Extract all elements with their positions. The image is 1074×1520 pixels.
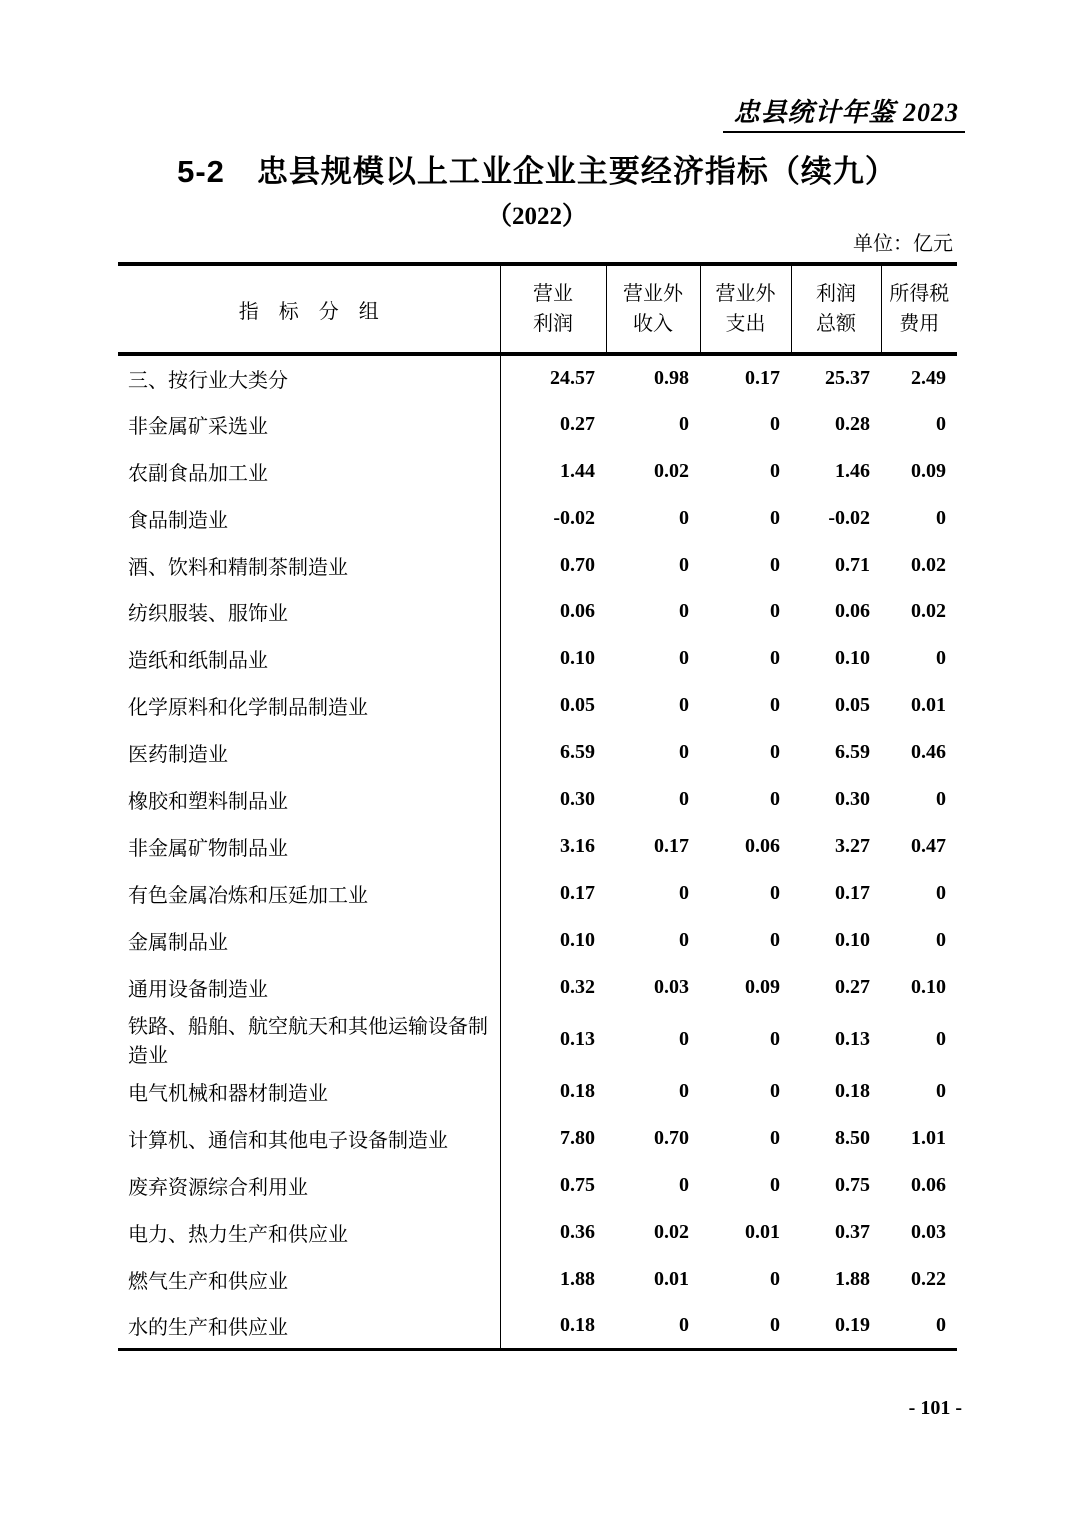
value-cell: 0 — [679, 928, 689, 951]
industry-label-cell: 非金属矿物制品业 — [118, 823, 500, 870]
industry-label-cell: 酒、饮料和精制茶制造业 — [118, 542, 500, 589]
value-cell: 0.13 — [560, 1027, 595, 1050]
column-header-line: 费用 — [899, 313, 940, 335]
value-cell: 0 — [679, 1080, 689, 1103]
value-cell: 0 — [679, 600, 689, 623]
column-header-non-operating-expense — [700, 264, 791, 354]
industry-label-cell: 农副食品加工业 — [118, 448, 500, 495]
column-header-line: 支出 — [725, 313, 766, 335]
value-cell: 0.70 — [560, 553, 595, 576]
value-cell: 0.01 — [911, 694, 946, 717]
value-cell: 0 — [936, 1027, 946, 1050]
value-cell: 0.01 — [654, 1267, 689, 1290]
industry-label-cell: 铁路、船舶、航空航天和其他运输设备制造业 — [118, 1010, 500, 1068]
industry-label-cell: 计算机、通信和其他电子设备制造业 — [118, 1115, 500, 1162]
value-cell: 0 — [770, 553, 780, 576]
column-header-line: 营业外 — [715, 283, 776, 305]
industry-label-cell: 化学原料和化学制品制造业 — [118, 682, 500, 729]
value-cell: 0 — [770, 506, 780, 529]
column-header-income-tax — [881, 264, 957, 354]
value-cell: 0.36 — [560, 1221, 595, 1244]
value-cell: 0.06 — [911, 1174, 946, 1197]
value-cell: 0 — [936, 1314, 946, 1337]
value-cell: 0 — [679, 553, 689, 576]
column-header-line: 收入 — [633, 313, 673, 335]
industry-label-cell: 造纸和纸制品业 — [118, 635, 500, 682]
page-subtitle: （2022） — [486, 203, 587, 230]
table-row — [118, 729, 957, 776]
value-cell: 24.57 — [550, 366, 595, 389]
value-cell: 0.30 — [835, 787, 870, 810]
value-cell: 0 — [679, 412, 689, 435]
value-cell: 0.30 — [560, 787, 595, 810]
value-cell: 3.27 — [835, 834, 870, 857]
value-cell: 0 — [679, 881, 689, 904]
value-cell: 0 — [936, 506, 946, 529]
table-row — [118, 495, 957, 542]
value-cell: -0.02 — [828, 506, 870, 529]
value-cell: 0.13 — [835, 1027, 870, 1050]
value-cell: 0.98 — [654, 366, 689, 389]
industry-label-cell: 金属制品业 — [118, 917, 500, 964]
value-cell: 0 — [936, 928, 946, 951]
value-cell: 1.88 — [560, 1267, 595, 1290]
value-cell: 1.46 — [835, 459, 870, 482]
table-header-row — [118, 264, 957, 354]
table-row — [118, 1115, 957, 1162]
value-cell: 7.80 — [560, 1127, 595, 1150]
value-cell: 0 — [679, 741, 689, 764]
value-cell: 0 — [936, 647, 946, 670]
table-body — [118, 354, 957, 1350]
value-cell: 2.49 — [911, 366, 946, 389]
industry-label-cell: 电气机械和器材制造业 — [118, 1068, 500, 1115]
industry-label-cell: 通用设备制造业 — [118, 964, 500, 1011]
value-cell: 25.37 — [825, 366, 870, 389]
value-cell: 0.28 — [835, 412, 870, 435]
value-cell: 1.88 — [835, 1267, 870, 1290]
industry-label-cell: 电力、热力生产和供应业 — [118, 1209, 500, 1256]
table-row — [118, 917, 957, 964]
industry-label-cell: 三、按行业大类分 — [118, 354, 500, 401]
value-cell: -0.02 — [553, 506, 595, 529]
value-cell: 0 — [770, 412, 780, 435]
column-header-indicator-group: 指 标 分 组 — [118, 264, 500, 354]
table-row — [118, 1256, 957, 1303]
column-header-operating-profit — [500, 264, 606, 354]
table-row — [118, 823, 957, 870]
value-cell: 0.03 — [654, 975, 689, 998]
industry-label-cell: 医药制造业 — [118, 729, 500, 776]
value-cell: 1.44 — [560, 459, 595, 482]
value-cell: 0.27 — [835, 975, 870, 998]
table-row — [118, 776, 957, 823]
value-cell: 0 — [770, 459, 780, 482]
value-cell: 0.46 — [911, 741, 946, 764]
value-cell: 0.71 — [835, 553, 870, 576]
value-cell: 0.09 — [911, 459, 946, 482]
industry-label-cell: 食品制造业 — [118, 495, 500, 542]
column-header-line: 营业外 — [623, 283, 683, 305]
value-cell: 0 — [936, 1080, 946, 1103]
table-row — [118, 635, 957, 682]
value-cell: 0.02 — [654, 1221, 689, 1244]
value-cell: 0 — [679, 506, 689, 529]
industry-label-cell: 燃气生产和供应业 — [118, 1256, 500, 1303]
unit-note: 单位：亿元 — [853, 233, 953, 255]
value-cell: 0 — [936, 881, 946, 904]
value-cell: 0 — [770, 881, 780, 904]
value-cell: 0.22 — [911, 1267, 946, 1290]
table-row — [118, 1209, 957, 1256]
value-cell: 0 — [770, 1027, 780, 1050]
value-cell: 0.19 — [835, 1314, 870, 1337]
value-cell: 0 — [770, 1127, 780, 1150]
value-cell: 0.10 — [560, 928, 595, 951]
table-row — [118, 1010, 957, 1068]
column-header-line: 营业 — [533, 283, 573, 305]
value-cell: 0.17 — [560, 881, 595, 904]
value-cell: 0 — [770, 694, 780, 717]
table-row — [118, 964, 957, 1011]
value-cell: 0 — [770, 647, 780, 670]
table-row — [118, 1303, 957, 1350]
value-cell: 0.02 — [911, 553, 946, 576]
statistics-table — [118, 262, 957, 1351]
value-cell: 0.06 — [560, 600, 595, 623]
value-cell: 0.01 — [745, 1221, 780, 1244]
column-header-line: 利润 — [533, 313, 573, 335]
value-cell: 0 — [679, 647, 689, 670]
value-cell: 0.03 — [911, 1221, 946, 1244]
value-cell: 0.17 — [745, 366, 780, 389]
value-cell: 1.01 — [911, 1127, 946, 1150]
value-cell: 0.75 — [560, 1174, 595, 1197]
value-cell: 6.59 — [835, 741, 870, 764]
value-cell: 0.17 — [654, 834, 689, 857]
value-cell: 0.47 — [911, 834, 946, 857]
table-row — [118, 682, 957, 729]
page-title: 5-2 忠县规模以上工业企业主要经济指标（续九） — [177, 154, 897, 189]
value-cell: 0 — [770, 1267, 780, 1290]
page-number: - 101 - — [908, 1397, 962, 1419]
value-cell: 0 — [770, 741, 780, 764]
value-cell: 0 — [770, 600, 780, 623]
value-cell: 0 — [679, 787, 689, 810]
running-header: 忠县统计年鉴 2023 — [723, 99, 965, 133]
column-header-non-operating-income — [606, 264, 700, 354]
value-cell: 0.02 — [911, 600, 946, 623]
industry-label-cell: 有色金属冶炼和压延加工业 — [118, 870, 500, 917]
table-row — [118, 588, 957, 635]
table-row — [118, 401, 957, 448]
value-cell: 0 — [770, 928, 780, 951]
table-row — [118, 1162, 957, 1209]
value-cell: 0.32 — [560, 975, 595, 998]
table-row — [118, 870, 957, 917]
value-cell: 0 — [770, 1080, 780, 1103]
industry-label-cell: 废弃资源综合利用业 — [118, 1162, 500, 1209]
table-row — [118, 354, 957, 401]
value-cell: 6.59 — [560, 741, 595, 764]
value-cell: 0.10 — [560, 647, 595, 670]
value-cell: 0 — [770, 1314, 780, 1337]
value-cell: 0.75 — [835, 1174, 870, 1197]
value-cell: 0.05 — [835, 694, 870, 717]
value-cell: 0 — [936, 412, 946, 435]
value-cell: 0.18 — [560, 1080, 595, 1103]
industry-label-cell: 橡胶和塑料制品业 — [118, 776, 500, 823]
value-cell: 0.02 — [654, 459, 689, 482]
value-cell: 0.17 — [835, 881, 870, 904]
table-header — [118, 264, 957, 354]
value-cell: 0.18 — [835, 1080, 870, 1103]
table-row — [118, 542, 957, 589]
value-cell: 0.70 — [654, 1127, 689, 1150]
value-cell: 0.10 — [911, 975, 946, 998]
column-header-total-profit — [791, 264, 881, 354]
column-header-line: 总额 — [816, 313, 856, 335]
industry-label-cell: 水的生产和供应业 — [118, 1303, 500, 1350]
value-cell: 3.16 — [560, 834, 595, 857]
value-cell: 0 — [679, 1314, 689, 1337]
value-cell: 0.09 — [745, 975, 780, 998]
table-row — [118, 448, 957, 495]
value-cell: 0 — [679, 694, 689, 717]
value-cell: 0.06 — [745, 834, 780, 857]
column-header-line: 利润 — [816, 283, 856, 305]
value-cell: 0.05 — [560, 694, 595, 717]
table-row — [118, 1068, 957, 1115]
value-cell: 0.27 — [560, 412, 595, 435]
column-header-line: 所得税 — [889, 283, 950, 305]
value-cell: 0 — [770, 787, 780, 810]
value-cell: 0.10 — [835, 928, 870, 951]
value-cell: 8.50 — [835, 1127, 870, 1150]
value-cell: 0 — [936, 787, 946, 810]
value-cell: 0 — [679, 1027, 689, 1050]
value-cell: 0.10 — [835, 647, 870, 670]
value-cell: 0.37 — [835, 1221, 870, 1244]
value-cell: 0.18 — [560, 1314, 595, 1337]
industry-label-cell: 纺织服装、服饰业 — [118, 588, 500, 635]
value-cell: 0 — [770, 1174, 780, 1197]
value-cell: 0 — [679, 1174, 689, 1197]
value-cell: 0.06 — [835, 600, 870, 623]
industry-label-cell: 非金属矿采选业 — [118, 401, 500, 448]
